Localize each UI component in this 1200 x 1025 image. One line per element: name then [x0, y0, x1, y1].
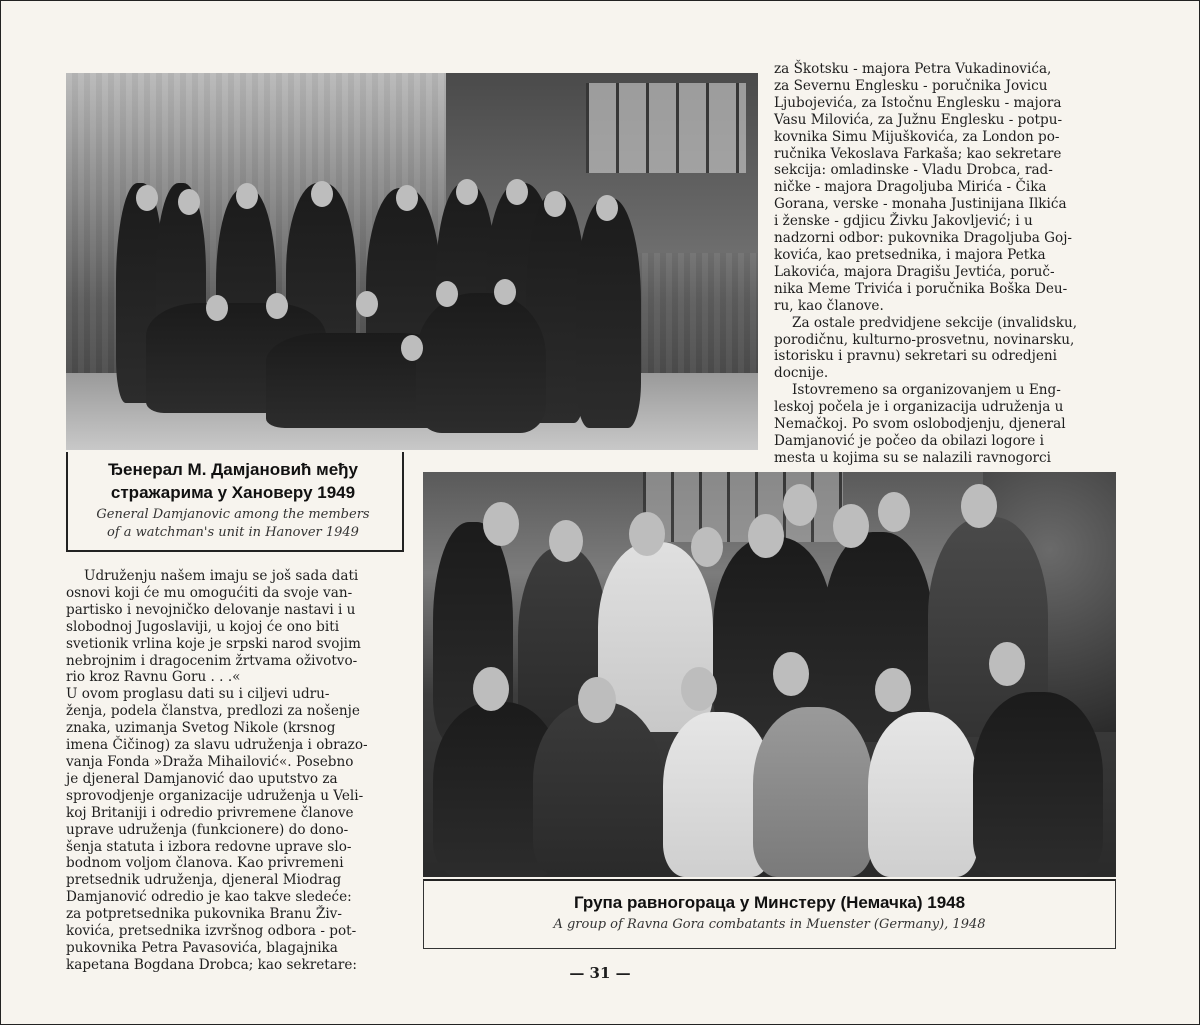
text-line: nebrojnim i dragocenim žrtvama oživotvo-	[66, 652, 358, 669]
text-line: Vasu Milovića, za Južnu Englesku - potpu-	[774, 111, 1063, 128]
text-line: za Škotsku - majora Petra Vukadinovića,	[774, 61, 1052, 77]
text-line: rio kroz Ravnu Goru . . .«	[66, 669, 241, 686]
text-line: nika Meme Trivića i poručnika Boška Deu-	[774, 280, 1068, 297]
text-line: leskoj počela je i organizacija udruženja u	[774, 399, 1064, 416]
text-line: kapetana Bogdana Drobca; kao sekretare:	[66, 956, 357, 973]
text-line: uprave udruženja (funkcionere) do dono-	[66, 821, 349, 838]
text-line: šenja statuta i izbora redovne uprave slo-	[66, 838, 352, 855]
right-text-column	[774, 61, 1118, 467]
text-line: Ljubojevića, za Istočnu Englesku - majora	[774, 94, 1062, 111]
text-line: Udruženju našem imaju se još sada dati	[84, 568, 359, 584]
caption1-latin-line2: of a watchman's unit in Hanover 1949	[107, 525, 359, 540]
text-line: Damjanović odredio je kao takve sledeće:	[66, 889, 352, 906]
photo2-caption	[423, 879, 1116, 949]
text-line: kovnika Simu Mijuškovića, za London po-	[774, 128, 1060, 145]
text-line: mesta u kojima su se nalazili ravnogorci	[774, 449, 1051, 466]
text-line: koj Britaniji i odredio privremene članove	[66, 804, 354, 821]
text-line: ru, kao članove.	[774, 297, 884, 314]
text-line: istorisku i pravnu) sekretari su odredjeni	[774, 348, 1057, 365]
text-line: partisko i nevojničko delovanje nastavi i u	[66, 601, 356, 618]
text-line: kovića, pretsednika izvršnog odbora - pot-	[66, 923, 357, 940]
caption1-cyrillic-line2: стражарима у Хановеру 1949	[110, 483, 356, 502]
text-line: i ženske - gdjicu Živku Jakovljević; i u	[774, 213, 1033, 230]
text-line: ručnika Vekoslava Farkaša; kao sekretare	[774, 145, 1062, 162]
text-line: Damjanović je počeo da obilazi logore i	[774, 432, 1045, 449]
text-line: U ovom proglasu dati su i ciljevi udru-	[66, 686, 330, 703]
text-line: imena Čičinog) za slavu udruženja i obrazo-	[66, 737, 368, 754]
photo1-caption	[70, 458, 396, 542]
text-line: vanja Fonda »Draža Mihailović«. Posebno	[66, 753, 354, 770]
text-line: Lakovića, majora Dragišu Jevtića, poruč-	[774, 263, 1055, 280]
text-line: ničke - majora Dragoljuba Mirića - Čika	[774, 179, 1047, 196]
text-line: bodnom voljom članova. Kao privremeni	[66, 855, 344, 872]
text-line: sprovodjenje organizacije udruženja u Veli-	[66, 787, 364, 804]
text-line: za Severnu Englesku - poručnika Jovicu	[774, 77, 1048, 94]
text-line: porodičnu, kulturno-prosvetnu, novinarsku,	[774, 331, 1075, 348]
left-text-column	[66, 568, 410, 974]
text-line: slobodnoj Jugoslaviji, u kojoj će ono biti	[66, 618, 340, 635]
text-line: docnije.	[774, 365, 829, 382]
text-line: osnovi koji će mu omogućiti da svoje van-	[66, 584, 353, 601]
caption1-cyrillic-line1: Ђенерал М. Дамјановић међу	[107, 460, 359, 479]
text-line: svetionik vrlina koje je srpski narod svojim	[66, 635, 361, 652]
photo-general-with-guards	[66, 73, 758, 450]
caption2-cyrillic: Група равногораца у Минстеру (Немачка) 1948	[573, 893, 966, 912]
text-line: Istovremeno sa organizovanjem u Eng-	[792, 382, 1061, 399]
text-line: Gorana, verske - monaha Justinijana Ilkića	[774, 196, 1067, 213]
text-line: kovića, kao pretsednika, i majora Petka	[774, 246, 1046, 263]
text-line: Nemačkoj. Po svom oslobodjenju, djeneral	[774, 416, 1066, 433]
text-line: Za ostale predvidjene sekcije (invalidsku,	[792, 314, 1078, 331]
text-line: nadzorni odbor: pukovnika Dragoljuba Goj-	[774, 230, 1073, 247]
page-number: — 31 —	[569, 964, 631, 982]
caption1-latin-line1: General Damjanovic among the members	[96, 507, 370, 522]
text-line: sekcija: omladinske - Vladu Drobca, rad-	[774, 162, 1053, 179]
photo-group-muenster	[423, 472, 1116, 877]
text-line: pretsednik udruženja, djeneral Miodrag	[66, 872, 342, 889]
caption2-latin: A group of Ravna Gora combatants in Muenster (Germany), 1948	[553, 917, 986, 932]
text-line: znaka, uzimanja Svetog Nikole (krsnog	[66, 720, 336, 737]
text-line: za potpretsednika pukovnika Branu Živ-	[66, 906, 342, 923]
text-line: je djeneral Damjanović dao uputstvo za	[66, 770, 338, 787]
text-line: ženja, podela članstva, predlozi za nošenje	[66, 703, 360, 720]
text-line: pukovnika Petra Pavasovića, blagajnika	[66, 939, 338, 956]
